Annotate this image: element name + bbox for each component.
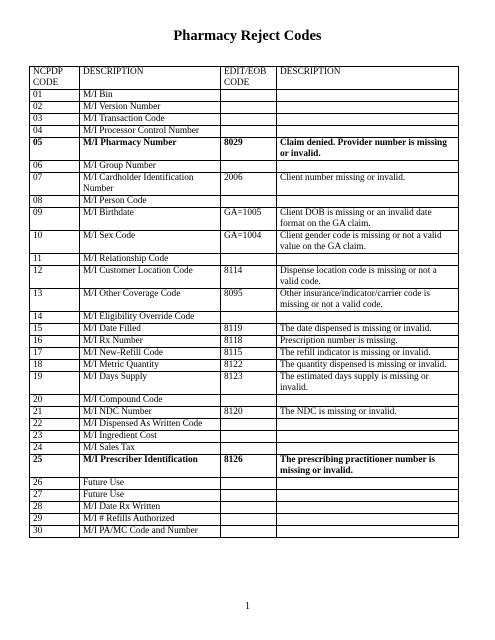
ncpdp-code-cell: 04 (30, 126, 80, 138)
table-row (30, 431, 459, 443)
ncpdp-code-cell: 10 (30, 231, 80, 254)
eob-code-cell (221, 419, 277, 431)
eob-code-cell (221, 526, 277, 538)
table-row (30, 526, 459, 538)
ncpdp-code-cell: 02 (30, 102, 80, 114)
header-eob-description: DESCRIPTION (277, 67, 459, 90)
ncpdp-code-cell: 22 (30, 419, 80, 431)
eob-code-cell: 8115 (221, 348, 277, 360)
description-cell: M/I Days Supply (80, 372, 221, 395)
eob-description-cell: Client number missing or invalid. (277, 173, 459, 196)
eob-description-cell: Claim denied. Provider number is missing or invalid. (277, 138, 459, 161)
ncpdp-code-cell: 06 (30, 161, 80, 173)
ncpdp-code-cell: 03 (30, 114, 80, 126)
ncpdp-code-cell: 18 (30, 360, 80, 372)
eob-code-cell: 8119 (221, 324, 277, 336)
table-row (30, 348, 459, 360)
table-row (30, 443, 459, 455)
ncpdp-code-cell: 05 (30, 138, 80, 161)
eob-description-cell (277, 90, 459, 102)
ncpdp-code-cell: 08 (30, 196, 80, 208)
ncpdp-code-cell: 01 (30, 90, 80, 102)
table-row (30, 208, 459, 231)
eob-code-cell (221, 478, 277, 490)
page-number: 1 (245, 601, 250, 612)
ncpdp-code-cell: 09 (30, 208, 80, 231)
ncpdp-code-cell: 21 (30, 407, 80, 419)
ncpdp-code-cell: 30 (30, 526, 80, 538)
eob-code-cell (221, 114, 277, 126)
eob-code-cell: 8126 (221, 455, 277, 478)
ncpdp-code-cell: 24 (30, 443, 80, 455)
table-row (30, 138, 459, 161)
description-cell: M/I Pharmacy Number (80, 138, 221, 161)
eob-code-cell (221, 161, 277, 173)
description-cell: Future Use (80, 490, 221, 502)
description-cell: M/I Person Code (80, 196, 221, 208)
table-row (30, 289, 459, 312)
ncpdp-code-cell: 16 (30, 336, 80, 348)
eob-description-cell: Client gender code is missing or not a valid value on the GA claim. (277, 231, 459, 254)
description-cell: M/I Date Rx Written (80, 502, 221, 514)
table-row (30, 490, 459, 502)
eob-description-cell (277, 395, 459, 407)
eob-code-cell: 2006 (221, 173, 277, 196)
ncpdp-code-cell: 27 (30, 490, 80, 502)
eob-description-cell (277, 419, 459, 431)
table-row (30, 254, 459, 266)
eob-code-cell (221, 196, 277, 208)
eob-description-cell (277, 114, 459, 126)
table-row (30, 196, 459, 208)
eob-code-cell (221, 514, 277, 526)
eob-description-cell (277, 502, 459, 514)
eob-description-cell (277, 478, 459, 490)
eob-code-cell (221, 312, 277, 324)
table-row (30, 266, 459, 289)
eob-description-cell: The NDC is missing or invalid. (277, 407, 459, 419)
description-cell: M/I Version Number (80, 102, 221, 114)
table-row (30, 360, 459, 372)
eob-description-cell: Client DOB is missing or an invalid date format on the GA claim. (277, 208, 459, 231)
ncpdp-code-cell: 12 (30, 266, 80, 289)
eob-description-cell: Other insurance/indicator/carrier code is missing or not a valid code. (277, 289, 459, 312)
table-row (30, 514, 459, 526)
table-row (30, 395, 459, 407)
description-cell: M/I Sales Tax (80, 443, 221, 455)
ncpdp-code-cell: 17 (30, 348, 80, 360)
table-row (30, 102, 459, 114)
description-cell: M/I Eligibility Override Code (80, 312, 221, 324)
description-cell: M/I Customer Location Code (80, 266, 221, 289)
eob-code-cell (221, 490, 277, 502)
description-cell: M/I Transaction Code (80, 114, 221, 126)
table-row (30, 407, 459, 419)
eob-code-cell: GA=1004 (221, 231, 277, 254)
description-cell: M/I Date Filled (80, 324, 221, 336)
eob-code-cell: 8095 (221, 289, 277, 312)
eob-description-cell: The estimated days supply is missing or invalid. (277, 372, 459, 395)
ncpdp-code-cell: 26 (30, 478, 80, 490)
ncpdp-code-cell: 29 (30, 514, 80, 526)
eob-code-cell (221, 102, 277, 114)
reject-codes-table (29, 66, 459, 538)
eob-code-cell: 8114 (221, 266, 277, 289)
table-row (30, 502, 459, 514)
description-cell: M/I NDC Number (80, 407, 221, 419)
table-row (30, 173, 459, 196)
ncpdp-code-cell: 14 (30, 312, 80, 324)
description-cell: M/I Relationship Code (80, 254, 221, 266)
eob-code-cell (221, 254, 277, 266)
eob-code-cell: 8118 (221, 336, 277, 348)
table-row (30, 372, 459, 395)
table-row (30, 336, 459, 348)
ncpdp-code-cell: 11 (30, 254, 80, 266)
eob-code-cell (221, 90, 277, 102)
description-cell: M/I Dispensed As Written Code (80, 419, 221, 431)
table-row (30, 324, 459, 336)
eob-code-cell (221, 395, 277, 407)
page-title: Pharmacy Reject Codes (173, 28, 322, 44)
description-cell: M/I Birthdate (80, 208, 221, 231)
table-row (30, 231, 459, 254)
eob-description-cell: The quantity dispensed is missing or invalid. (277, 360, 459, 372)
table-row (30, 478, 459, 490)
eob-code-cell (221, 443, 277, 455)
eob-description-cell (277, 526, 459, 538)
description-cell: M/I # Refills Authorized (80, 514, 221, 526)
description-cell: M/I Metric Quantity (80, 360, 221, 372)
description-cell: M/I New-Refill Code (80, 348, 221, 360)
ncpdp-code-cell: 23 (30, 431, 80, 443)
description-cell: M/I Other Coverage Code (80, 289, 221, 312)
table-row (30, 419, 459, 431)
eob-description-cell (277, 490, 459, 502)
eob-code-cell (221, 431, 277, 443)
table-row (30, 90, 459, 102)
eob-code-cell: 8029 (221, 138, 277, 161)
eob-description-cell (277, 443, 459, 455)
eob-description-cell (277, 312, 459, 324)
ncpdp-code-cell: 07 (30, 173, 80, 196)
table-row (30, 455, 459, 478)
eob-code-cell: 8122 (221, 360, 277, 372)
ncpdp-code-cell: 13 (30, 289, 80, 312)
header-ncpdp-code: NCPDP CODE (30, 67, 80, 90)
eob-description-cell: The date dispensed is missing or invalid. (277, 324, 459, 336)
table-row (30, 114, 459, 126)
header-edit-eob-code: EDIT/EOB CODE (221, 67, 277, 90)
eob-description-cell (277, 126, 459, 138)
eob-code-cell: 8123 (221, 372, 277, 395)
description-cell: M/I Bin (80, 90, 221, 102)
ncpdp-code-cell: 20 (30, 395, 80, 407)
description-cell: M/I Compound Code (80, 395, 221, 407)
eob-description-cell (277, 254, 459, 266)
description-cell: M/I Group Number (80, 161, 221, 173)
eob-description-cell: Dispense location code is missing or not a valid code. (277, 266, 459, 289)
eob-code-cell (221, 126, 277, 138)
eob-description-cell (277, 196, 459, 208)
table-row (30, 161, 459, 173)
description-cell: M/I Ingredient Cost (80, 431, 221, 443)
table-row (30, 312, 459, 324)
eob-code-cell: 8120 (221, 407, 277, 419)
header-description: DESCRIPTION (80, 67, 221, 90)
ncpdp-code-cell: 15 (30, 324, 80, 336)
description-cell: M/I Cardholder Identification Number (80, 173, 221, 196)
eob-description-cell: The prescribing practitioner number is missing or invalid. (277, 455, 459, 478)
eob-code-cell (221, 502, 277, 514)
eob-description-cell (277, 161, 459, 173)
eob-code-cell: GA=1005 (221, 208, 277, 231)
description-cell: M/I Prescriber Identification (80, 455, 221, 478)
eob-description-cell (277, 102, 459, 114)
eob-description-cell (277, 514, 459, 526)
ncpdp-code-cell: 19 (30, 372, 80, 395)
table-header-row (30, 67, 459, 90)
table-row (30, 126, 459, 138)
description-cell: M/I Sex Code (80, 231, 221, 254)
ncpdp-code-cell: 25 (30, 455, 80, 478)
description-cell: M/I Rx Number (80, 336, 221, 348)
eob-description-cell: The refill indicator is missing or invalid. (277, 348, 459, 360)
ncpdp-code-cell: 28 (30, 502, 80, 514)
description-cell: M/I PA/MC Code and Number (80, 526, 221, 538)
eob-description-cell (277, 431, 459, 443)
description-cell: Future Use (80, 478, 221, 490)
description-cell: M/I Processor Control Number (80, 126, 221, 138)
eob-description-cell: Prescription number is missing. (277, 336, 459, 348)
